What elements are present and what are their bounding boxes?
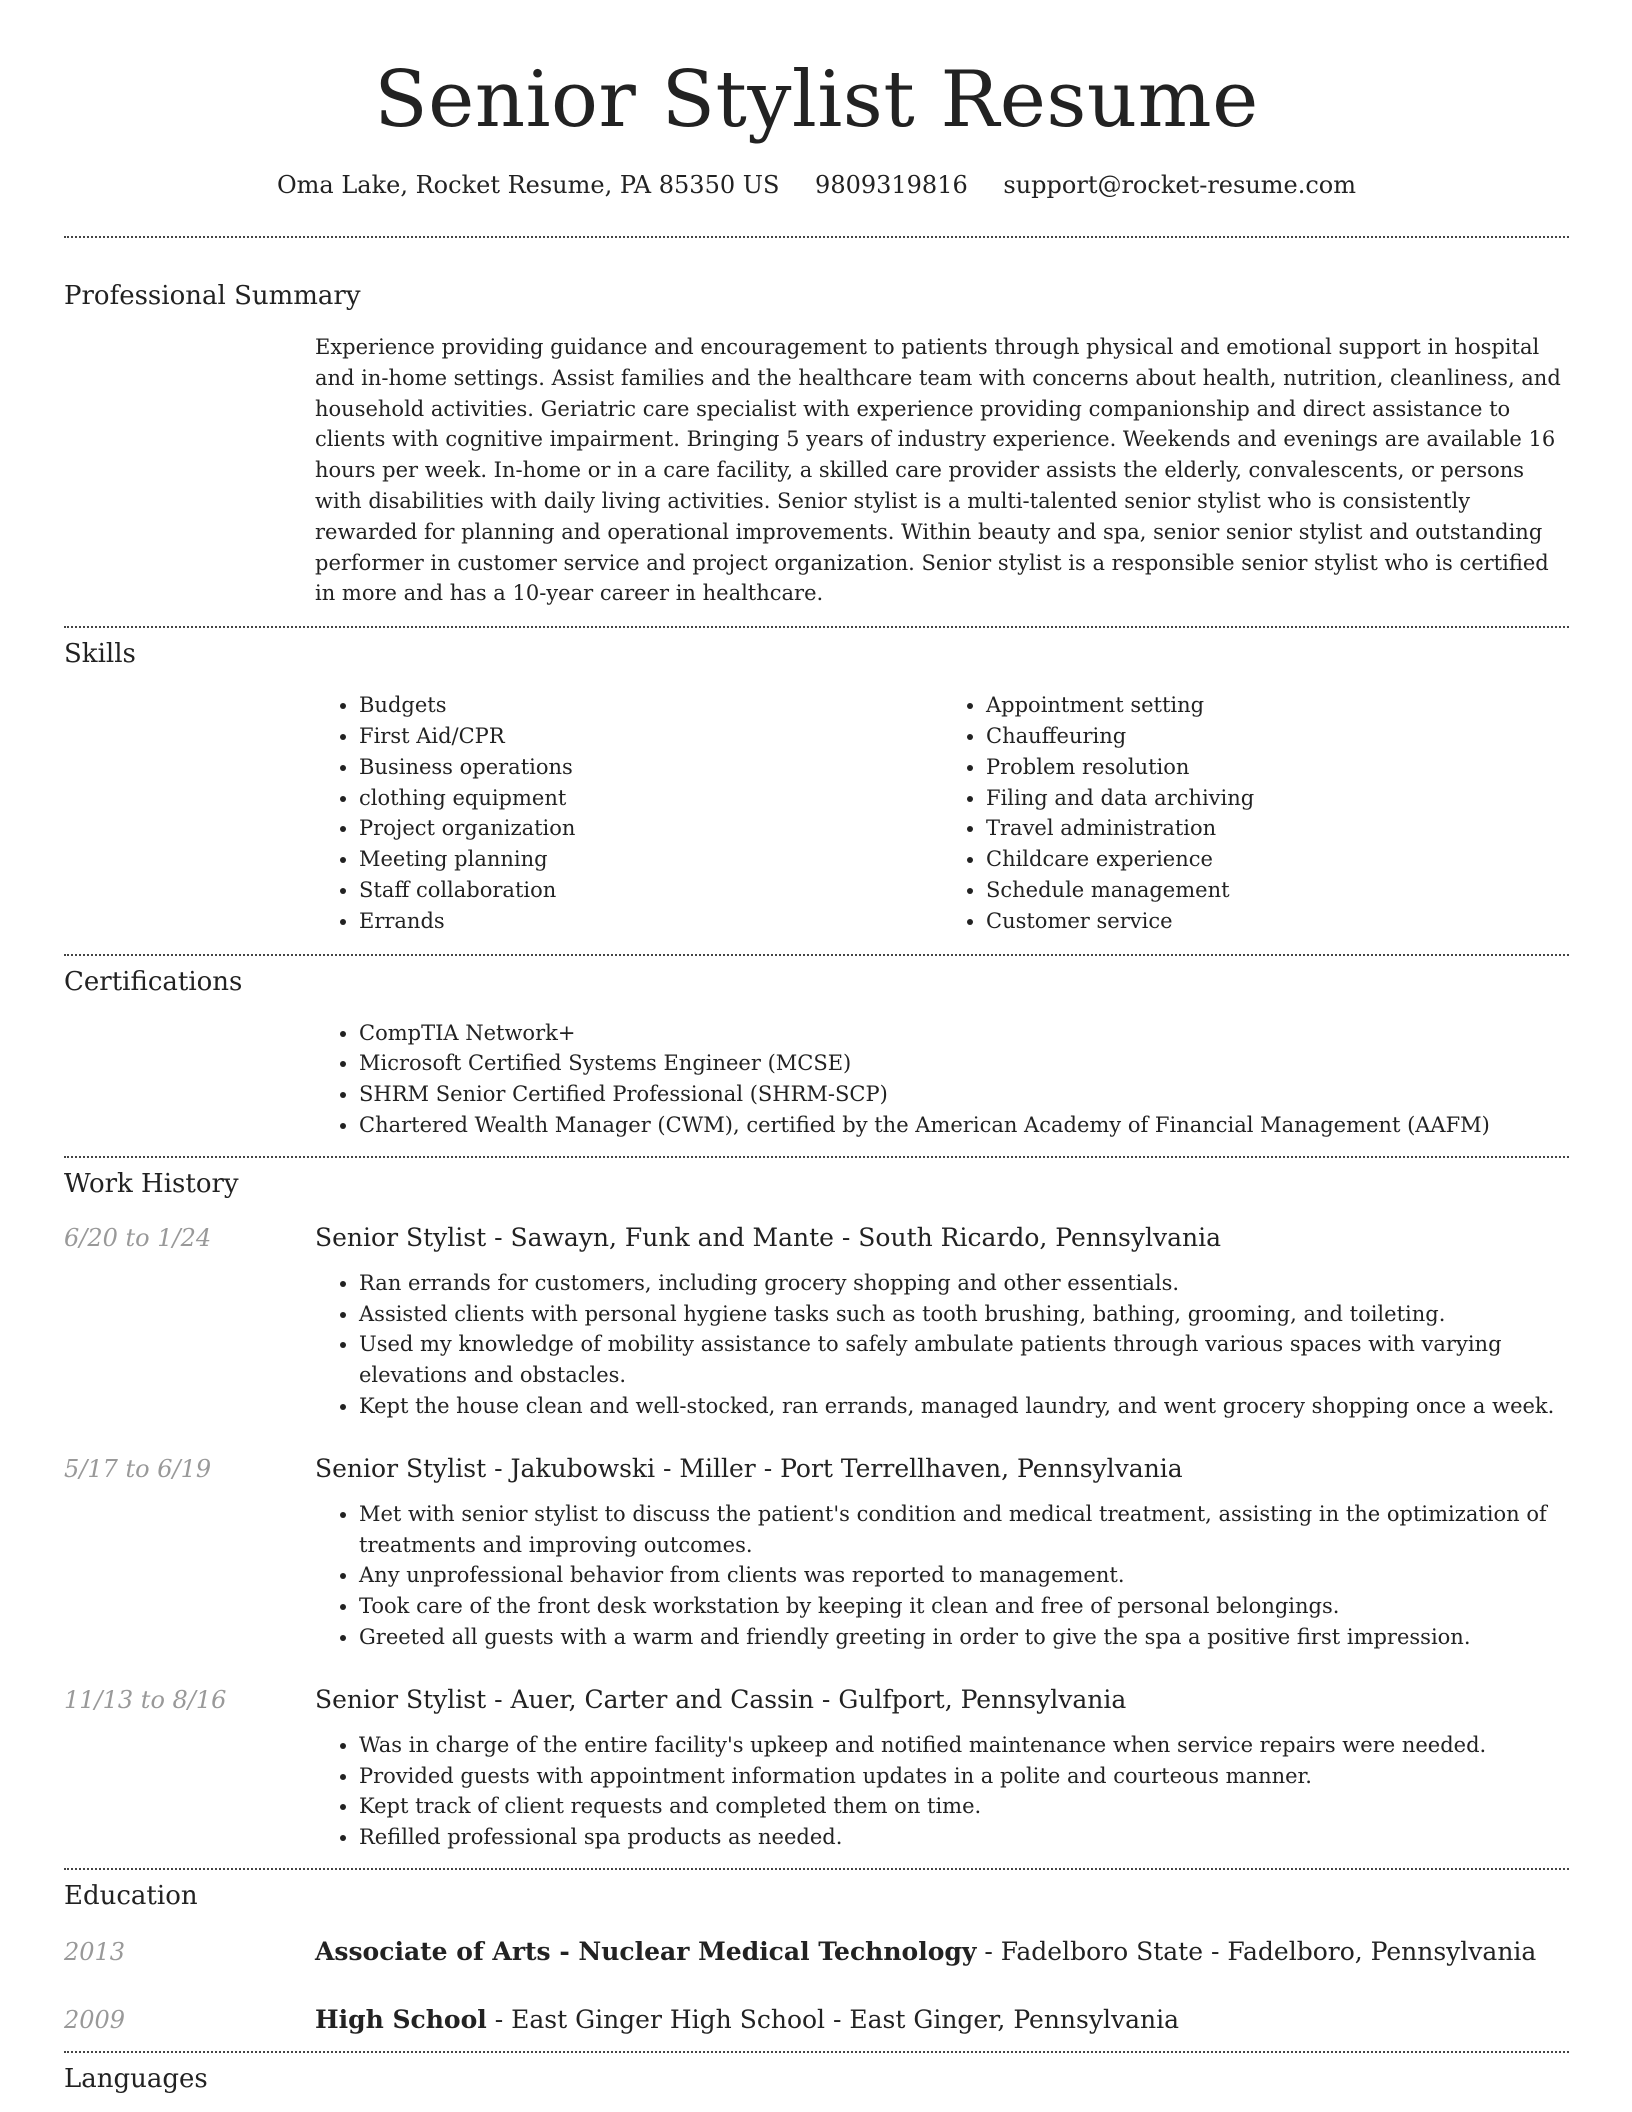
job-bullet: • Was in charge of the entire facility's upkeep and notified maintenance when service repairs were needed. bbox=[359, 1730, 1574, 1761]
certification-item: • SHRM Senior Certified Professional (SHRM-SCP) bbox=[359, 1079, 1569, 1110]
job-bullet: • Ran errands for customers, including grocery shopping and other essentials. bbox=[359, 1268, 1574, 1299]
job-bullet: • Assisted clients with personal hygiene tasks such as tooth brushing, bathing, grooming, and toileting. bbox=[359, 1299, 1574, 1330]
job-heading: Senior Stylist - Sawayn, Funk and Mante - South Ricardo, Pennsylvania bbox=[315, 1222, 1221, 1252]
job-entry bbox=[64, 1452, 1569, 1653]
job-bullet: • Took care of the front desk workstation by keeping it clean and free of personal belongings. bbox=[359, 1591, 1574, 1622]
certifications-list bbox=[315, 1018, 1569, 1141]
languages-heading: Languages bbox=[64, 2063, 208, 2094]
skill-item: • Budgets bbox=[359, 690, 942, 721]
job-heading: Senior Stylist - Auer, Carter and Cassin - Gulfport, Pennsylvania bbox=[315, 1684, 1127, 1714]
job-bullet: • Kept the house clean and well-stocked, ran errands, managed laundry, and went grocery shopping once a week. bbox=[359, 1391, 1574, 1422]
skill-item: • Customer service bbox=[986, 906, 1569, 937]
education-year: 2009 bbox=[64, 2005, 126, 2034]
education-degree: Associate of Arts - Nuclear Medical Technology bbox=[315, 1936, 977, 1966]
skill-item: • Filing and data archiving bbox=[986, 783, 1569, 814]
education-heading: Education bbox=[64, 1880, 198, 1911]
skill-item: • Childcare experience bbox=[986, 844, 1569, 875]
skill-item: • Project organization bbox=[359, 813, 942, 844]
contact-line bbox=[64, 168, 1569, 202]
job-bullets bbox=[315, 1268, 1574, 1422]
education-degree: High School bbox=[315, 2004, 487, 2034]
summary-heading: Professional Summary bbox=[64, 281, 361, 311]
certifications-heading: Certifications bbox=[64, 966, 243, 997]
job-bullet: • Refilled professional spa products as needed. bbox=[359, 1822, 1574, 1853]
certifications-section bbox=[64, 956, 1569, 1141]
job-bullet: • Met with senior stylist to discuss the patient's condition and medical treatment, assisting in the optimization of treatments and improving outcomes. bbox=[359, 1499, 1574, 1561]
skill-item: • clothing equipment bbox=[359, 783, 942, 814]
job-dates: 6/20 to 1/24 bbox=[64, 1223, 212, 1252]
job-bullets bbox=[315, 1730, 1574, 1853]
resume-title: Senior Stylist Resume bbox=[374, 55, 1259, 145]
job-dates: 11/13 to 8/16 bbox=[64, 1685, 227, 1714]
education-school: - East Ginger High School - East Ginger, Pennsylvania bbox=[486, 2004, 1179, 2034]
job-bullet: • Provided guests with appointment information updates in a polite and courteous manner. bbox=[359, 1761, 1574, 1792]
education-heading-line bbox=[315, 1935, 1536, 1969]
job-dates: 5/17 to 6/19 bbox=[64, 1454, 212, 1483]
skill-item: • Problem resolution bbox=[986, 752, 1569, 783]
job-bullet: • Any unprofessional behavior from clients was reported to management. bbox=[359, 1560, 1574, 1591]
education-entry bbox=[64, 1935, 1569, 1969]
skill-item: • Meeting planning bbox=[359, 844, 942, 875]
skills-list-left bbox=[315, 690, 942, 936]
job-bullet: • Greeted all guests with a warm and friendly greeting in order to give the spa a positive first impression. bbox=[359, 1622, 1574, 1653]
job-bullet: • Kept track of client requests and completed them on time. bbox=[359, 1791, 1574, 1822]
job-bullet: • Used my knowledge of mobility assistance to safely ambulate patients through various spaces with varying elevations and obstacles. bbox=[359, 1329, 1574, 1391]
skill-item: • Travel administration bbox=[986, 813, 1569, 844]
summary-section bbox=[64, 238, 1569, 609]
skills-list-right bbox=[942, 690, 1569, 936]
work-history-section bbox=[64, 1158, 1569, 1853]
skill-item: • Chauffeuring bbox=[986, 721, 1569, 752]
contact-phone: 9809319816 bbox=[815, 171, 968, 199]
contact-email: support@rocket-resume.com bbox=[1003, 171, 1357, 199]
job-bullets bbox=[315, 1499, 1574, 1653]
skill-item: • First Aid/CPR bbox=[359, 721, 942, 752]
languages-section bbox=[64, 2053, 1569, 2096]
job-heading: Senior Stylist - Jakubowski - Miller - Port Terrellhaven, Pennsylvania bbox=[315, 1453, 1183, 1483]
job-entry bbox=[64, 1221, 1569, 1422]
certification-item: • Chartered Wealth Manager (CWM), certified by the American Academy of Financial Management (AAFM) bbox=[359, 1110, 1569, 1141]
summary-text: Experience providing guidance and encouragement to patients through physical and emotional support in hospital and in-home settings. Assist families and the healthcare team with concerns about health, nutrition, cleanliness, and household activities. Geriatric care specialist with experience providing companionship and direct assistance to clients with cognitive impairment. Bringing 5 years of industry experience. Weekends and evenings are available 16 hours per week. In-home or in a care facility, a skilled care provider assists the elderly, convalescents, or persons with disabilities with daily living activities. Senior stylist is a multi-talented senior stylist who is consistently rewarded for planning and operational improvements. Within beauty and spa, senior senior stylist and outstanding performer in customer service and project organization. Senior stylist is a responsible senior stylist who is certified in more and has a 10-year career in healthcare. bbox=[315, 335, 1561, 606]
work-history-heading: Work History bbox=[64, 1168, 239, 1199]
certification-item: • Microsoft Certified Systems Engineer (MCSE) bbox=[359, 1048, 1569, 1079]
education-school: - Fadelboro State - Fadelboro, Pennsylvania bbox=[976, 1936, 1537, 1966]
education-year: 2013 bbox=[64, 1937, 126, 1966]
contact-address: Oma Lake, Rocket Resume, PA 85350 US bbox=[276, 171, 780, 199]
education-heading-line bbox=[315, 2003, 1179, 2037]
education-entry bbox=[64, 2003, 1569, 2037]
skills-section bbox=[64, 628, 1569, 936]
job-entry bbox=[64, 1683, 1569, 1853]
skill-item: • Staff collaboration bbox=[359, 875, 942, 906]
skill-item: • Appointment setting bbox=[986, 690, 1569, 721]
skill-item: • Business operations bbox=[359, 752, 942, 783]
certification-item: • CompTIA Network+ bbox=[359, 1018, 1569, 1049]
education-section bbox=[64, 1870, 1569, 2037]
skills-heading: Skills bbox=[64, 639, 136, 670]
skill-item: • Errands bbox=[359, 906, 942, 937]
resume-page bbox=[64, 0, 1569, 2096]
skill-item: • Schedule management bbox=[986, 875, 1569, 906]
